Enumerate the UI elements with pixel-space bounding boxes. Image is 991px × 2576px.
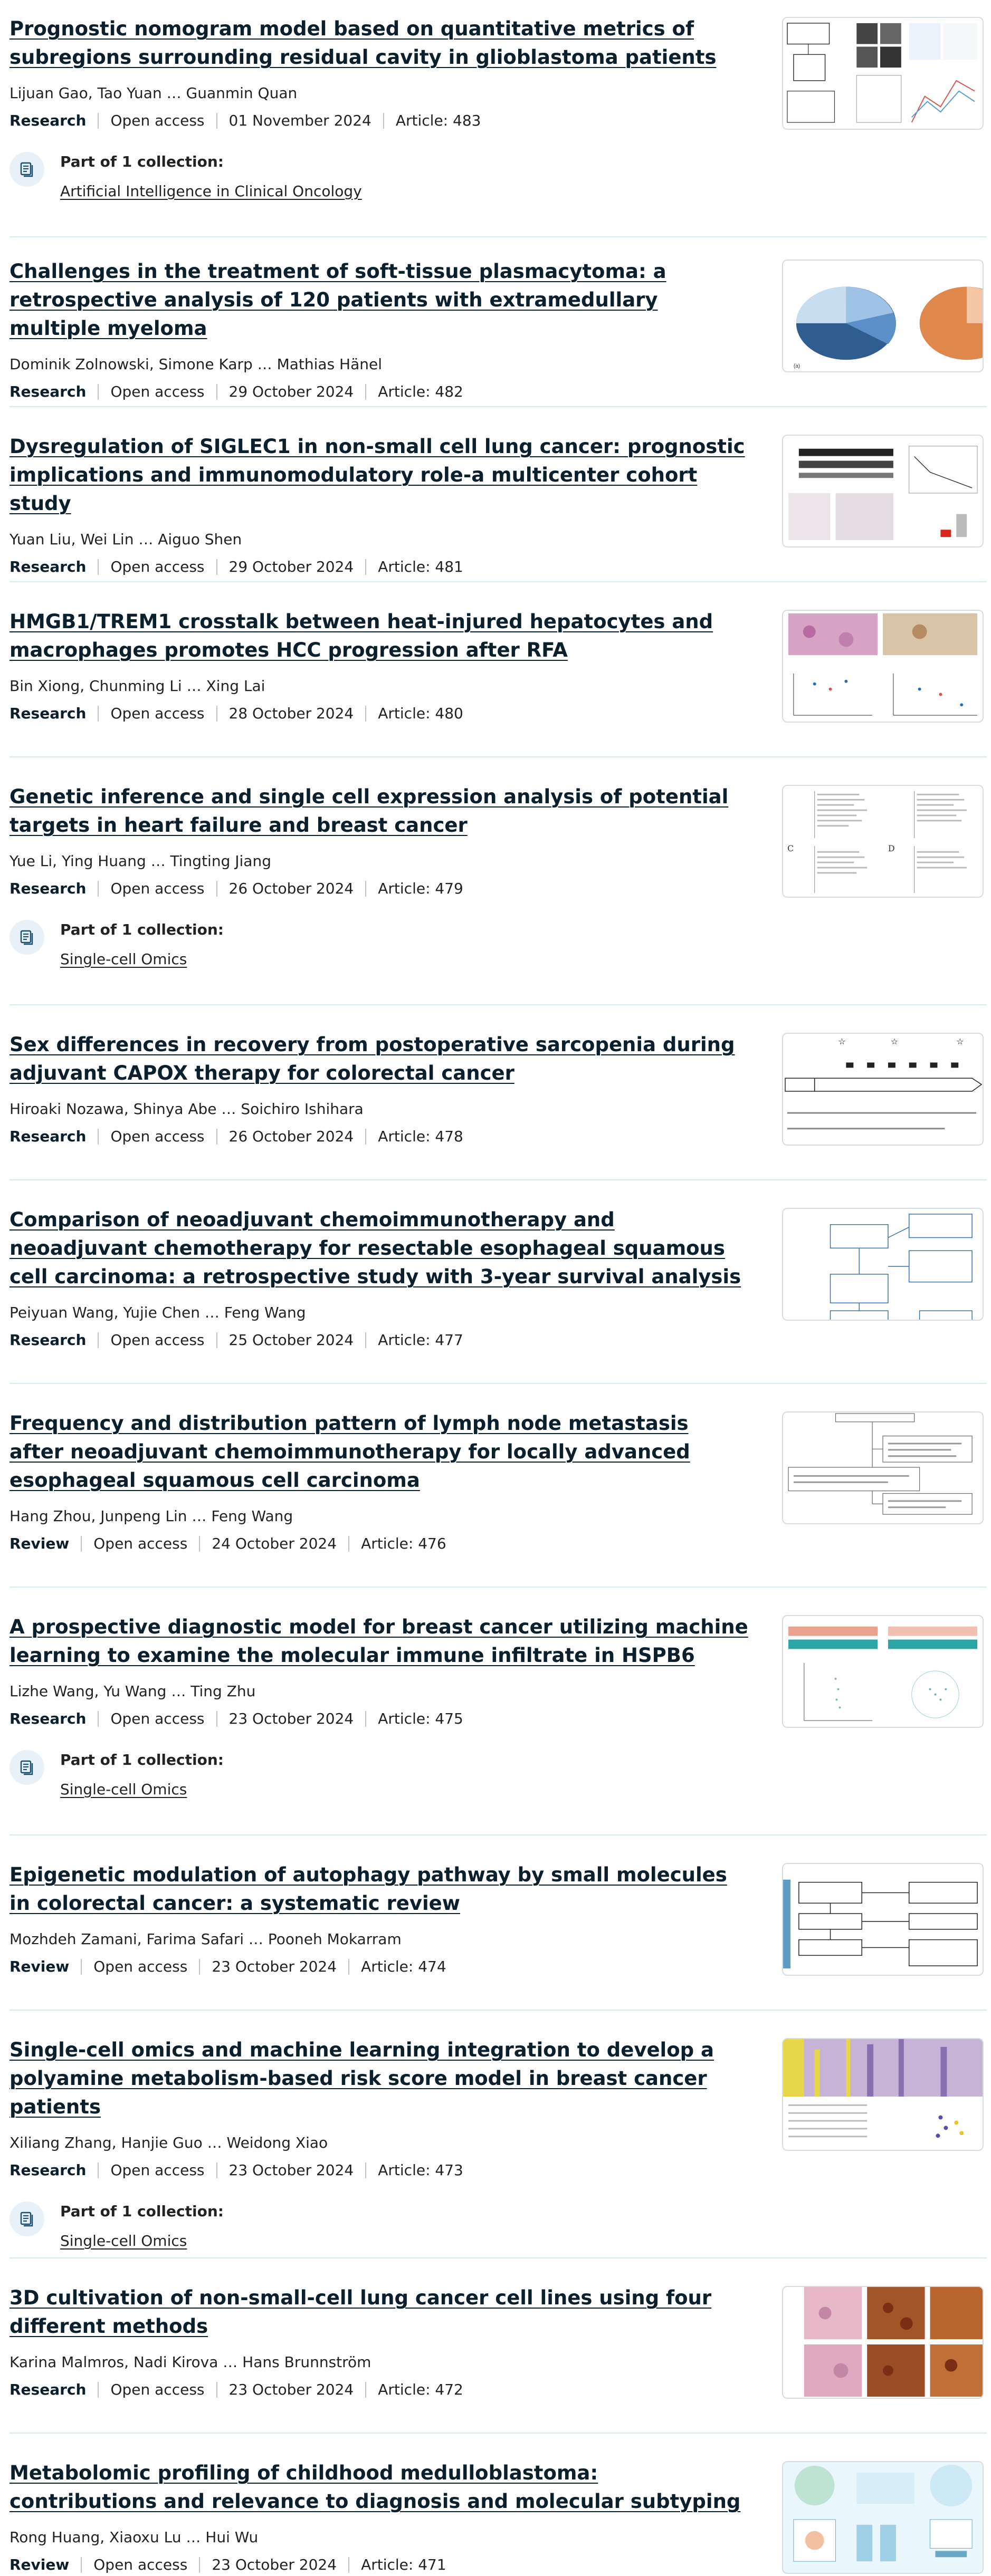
meta-separator [81,2557,82,2573]
article-authors: Mozhdeh Zamani, Farima Safari … Pooneh Mokarram [9,1930,402,1948]
item-divider [9,2433,987,2434]
article-number: Article: 477 [378,1331,463,1349]
article-number: Article: 473 [378,2161,463,2179]
item-divider [9,1383,987,1384]
meta-separator [216,706,217,722]
meta-separator [98,2382,99,2398]
meta-separator [216,1711,217,1727]
collection-link[interactable]: Single-cell Omics [60,950,187,968]
article-authors: Xiliang Zhang, Hanjie Guo … Weidong Xiao [9,2134,328,2151]
article-date: 23 October 2024 [228,1710,354,1727]
article-type: Research [9,1331,87,1349]
article-access: Open access [110,383,205,400]
article-access: Open access [93,1535,188,1552]
article-thumbnail[interactable] [782,2461,984,2574]
item-divider [9,236,987,237]
article-collection [9,920,748,967]
meta-separator [199,1536,200,1552]
meta-separator [216,113,217,129]
article-thumbnail[interactable] [782,785,984,898]
item-divider [9,2010,987,2011]
collection-icon [9,920,44,955]
svg-text:C: C [787,843,794,853]
article-date: 23 October 2024 [228,2161,354,2179]
svg-text:☆: ☆ [956,1037,964,1046]
article-type: Research [9,880,87,897]
article-collection [9,152,748,199]
meta-separator [348,1536,349,1552]
svg-text:☆: ☆ [838,1037,846,1046]
collection-label: Part of 1 collection: [60,921,224,938]
article-meta [9,1709,748,1729]
article-meta [9,557,748,577]
meta-separator [383,113,384,129]
article-number: Article: 472 [378,2381,463,2398]
article-type: Research [9,383,87,400]
article-type: Research [9,2161,87,2179]
article-thumbnail[interactable] [782,610,984,723]
article-type: Research [9,2381,87,2398]
collection-link[interactable]: Single-cell Omics [60,1781,187,1798]
article-number: Article: 476 [361,1535,446,1552]
article-number: Article: 479 [378,880,463,897]
meta-separator [365,384,366,400]
article-thumbnail[interactable] [782,17,984,130]
svg-text:D: D [888,843,895,853]
article-number: Article: 471 [361,2556,446,2573]
article-title-link[interactable]: Genetic inference and single cell expression analysis of potential targets in heart failure and breast cancer [9,785,729,837]
item-divider [9,1179,987,1180]
item-divider [9,581,987,582]
article-access: Open access [93,2556,188,2573]
meta-separator [216,384,217,400]
article-access: Open access [110,880,205,897]
item-divider [9,1004,987,1005]
meta-separator [216,1129,217,1145]
item-divider [9,756,987,757]
meta-separator [348,1959,349,1975]
meta-separator [199,1959,200,1975]
article-date: 01 November 2024 [228,112,371,129]
article-number: Article: 475 [378,1710,463,1727]
meta-separator [216,2382,217,2398]
article-access: Open access [110,1128,205,1145]
meta-separator [365,706,366,722]
meta-separator [348,2557,349,2573]
article-authors: Hiroaki Nozawa, Shinya Abe … Soichiro Ishihara [9,1100,364,1118]
meta-separator [216,1332,217,1348]
article-title-link[interactable]: Metabolomic profiling of childhood medulloblastoma: contributions and relevance to diagnosis and molecular subtyping [9,2462,741,2513]
article-type: Research [9,1128,87,1145]
article-collection [9,2202,748,2249]
article-access: Open access [110,705,205,722]
collection-icon [9,1750,44,1785]
article-title-link[interactable]: A prospective diagnostic model for breast cancer utilizing machine learning to examine the molecular immune infiltrate in HSPB6 [9,1616,748,1667]
meta-separator [98,2162,99,2178]
article-date: 23 October 2024 [212,2556,337,2573]
article-access: Open access [110,1710,205,1727]
article-type: Research [9,558,87,575]
article-date: 26 October 2024 [228,1128,354,1145]
collection-label: Part of 1 collection: [60,153,224,170]
article-thumbnail[interactable] [782,1411,984,1524]
meta-separator [216,559,217,575]
item-divider [9,1587,987,1588]
article-meta [9,1534,748,1554]
article-title-link[interactable]: 3D cultivation of non-small-cell lung cancer cell lines using four different methods [9,2286,712,2338]
meta-separator [98,706,99,722]
article-access: Open access [110,112,205,129]
meta-separator [365,559,366,575]
article-number: Article: 483 [395,112,481,129]
article-number: Article: 474 [361,1958,446,1975]
article-meta [9,2380,748,2400]
article-thumbnail[interactable] [782,259,984,372]
article-meta [9,704,748,724]
article-meta [9,382,748,402]
article-authors: Yue Li, Ying Huang … Tingting Jiang [9,852,271,870]
collection-icon [9,152,44,187]
collection-link[interactable]: Single-cell Omics [60,2232,187,2250]
article-meta [9,111,748,131]
article-title-link[interactable]: HMGB1/TREM1 crosstalk between heat-injured hepatocytes and macrophages promotes HCC progression after RFA [9,610,713,661]
article-thumbnail[interactable] [782,1033,984,1146]
article-authors: Yuan Liu, Wei Lin … Aiguo Shen [9,531,242,548]
collection-link[interactable]: Artificial Intelligence in Clinical Oncology [60,182,362,200]
article-title-link[interactable]: Frequency and distribution pattern of lymph node metastasis after neoadjuvant chemoimmunotherapy for locally advanced esophageal squamous cell carcinoma [9,1412,690,1492]
article-authors: Dominik Zolnowski, Simone Karp … Mathias Hänel [9,355,383,373]
meta-separator [98,384,99,400]
item-divider [9,406,987,407]
article-collection [9,1750,748,1798]
article-title-link[interactable]: Epigenetic modulation of autophagy pathway by small molecules in colorectal cancer: a systematic review [9,1863,727,1915]
article-authors: Bin Xiong, Chunming Li … Xing Lai [9,677,265,695]
article-date: 28 October 2024 [228,705,354,722]
article-number: Article: 482 [378,383,463,400]
article-type: Research [9,705,87,722]
collection-icon [9,2202,44,2236]
article-meta [9,2160,748,2180]
article-date: 29 October 2024 [228,558,354,575]
meta-separator [365,1129,366,1145]
meta-separator [365,2382,366,2398]
article-date: 25 October 2024 [228,1331,354,1349]
article-date: 23 October 2024 [228,2381,354,2398]
collection-label: Part of 1 collection: [60,2203,224,2220]
item-divider [9,2257,987,2258]
article-type: Review [9,1535,70,1552]
meta-separator [81,1959,82,1975]
meta-separator [216,881,217,897]
article-authors: Lizhe Wang, Yu Wang … Ting Zhu [9,1683,256,1700]
article-meta [9,879,748,899]
article-type: Review [9,2556,70,2573]
article-number: Article: 481 [378,558,463,575]
article-title-link[interactable]: Challenges in the treatment of soft-tissue plasmacytoma: a retrospective analysis of 120 patients with extramedullary multiple myeloma [9,260,666,340]
article-access: Open access [110,2161,205,2179]
meta-separator [98,1711,99,1727]
meta-separator [98,881,99,897]
svg-text:(a): (a) [793,363,801,370]
article-thumbnail[interactable] [782,1615,984,1728]
meta-separator [98,113,99,129]
article-meta [9,1330,748,1350]
article-date: 29 October 2024 [228,383,354,400]
article-title-link[interactable]: Dysregulation of SIGLEC1 in non-small cell lung cancer: prognostic implications and immunomodulatory role-a multicenter cohort study [9,435,745,515]
article-authors: Peiyuan Wang, Yujie Chen … Feng Wang [9,1304,306,1321]
article-authors: Hang Zhou, Junpeng Lin … Feng Wang [9,1507,293,1525]
article-access: Open access [110,1331,205,1349]
article-date: 26 October 2024 [228,880,354,897]
article-title-link[interactable]: Sex differences in recovery from postoperative sarcopenia during adjuvant CAPOX therapy for colorectal cancer [9,1033,735,1084]
meta-separator [365,2162,366,2178]
article-title-link[interactable]: Prognostic nomogram model based on quantitative metrics of subregions surrounding residual cavity in glioblastoma patients [9,17,717,69]
collection-label: Part of 1 collection: [60,1751,224,1768]
article-meta [9,2555,748,2575]
article-thumbnail[interactable] [782,1208,984,1321]
meta-separator [365,881,366,897]
article-thumbnail[interactable] [782,435,984,547]
meta-separator [365,1332,366,1348]
article-type: Research [9,1710,87,1727]
article-title-link[interactable]: Comparison of neoadjuvant chemoimmunotherapy and neoadjuvant chemotherapy for resectable esophageal squamous cell carcinoma: a retrospective study with 3-year survival analysis [9,1208,741,1288]
meta-separator [216,2162,217,2178]
article-number: Article: 478 [378,1128,463,1145]
meta-separator [365,1711,366,1727]
svg-text:☆: ☆ [890,1037,899,1046]
article-authors: Lijuan Gao, Tao Yuan … Guanmin Quan [9,84,298,102]
article-thumbnail[interactable] [782,2286,984,2399]
article-authors: Rong Huang, Xiaoxu Lu … Hui Wu [9,2529,259,2546]
article-type: Review [9,1958,70,1975]
meta-separator [81,1536,82,1552]
article-access: Open access [93,1958,188,1975]
meta-separator [199,2557,200,2573]
article-meta [9,1127,748,1147]
article-title-link[interactable]: Single-cell omics and machine learning integration to develop a polyamine metabolism-based risk score model in breast cancer patients [9,2039,714,2118]
article-authors: Karina Malmros, Nadi Kirova … Hans Brunnström [9,2353,371,2371]
article-date: 23 October 2024 [212,1958,337,1975]
meta-separator [98,1332,99,1348]
article-thumbnail[interactable] [782,2038,984,2151]
article-meta [9,1957,748,1977]
article-number: Article: 480 [378,705,463,722]
item-divider [9,1834,987,1835]
article-access: Open access [110,2381,205,2398]
article-access: Open access [110,558,205,575]
meta-separator [98,1129,99,1145]
article-date: 24 October 2024 [212,1535,337,1552]
article-thumbnail[interactable] [782,1863,984,1976]
article-type: Research [9,112,87,129]
meta-separator [98,559,99,575]
